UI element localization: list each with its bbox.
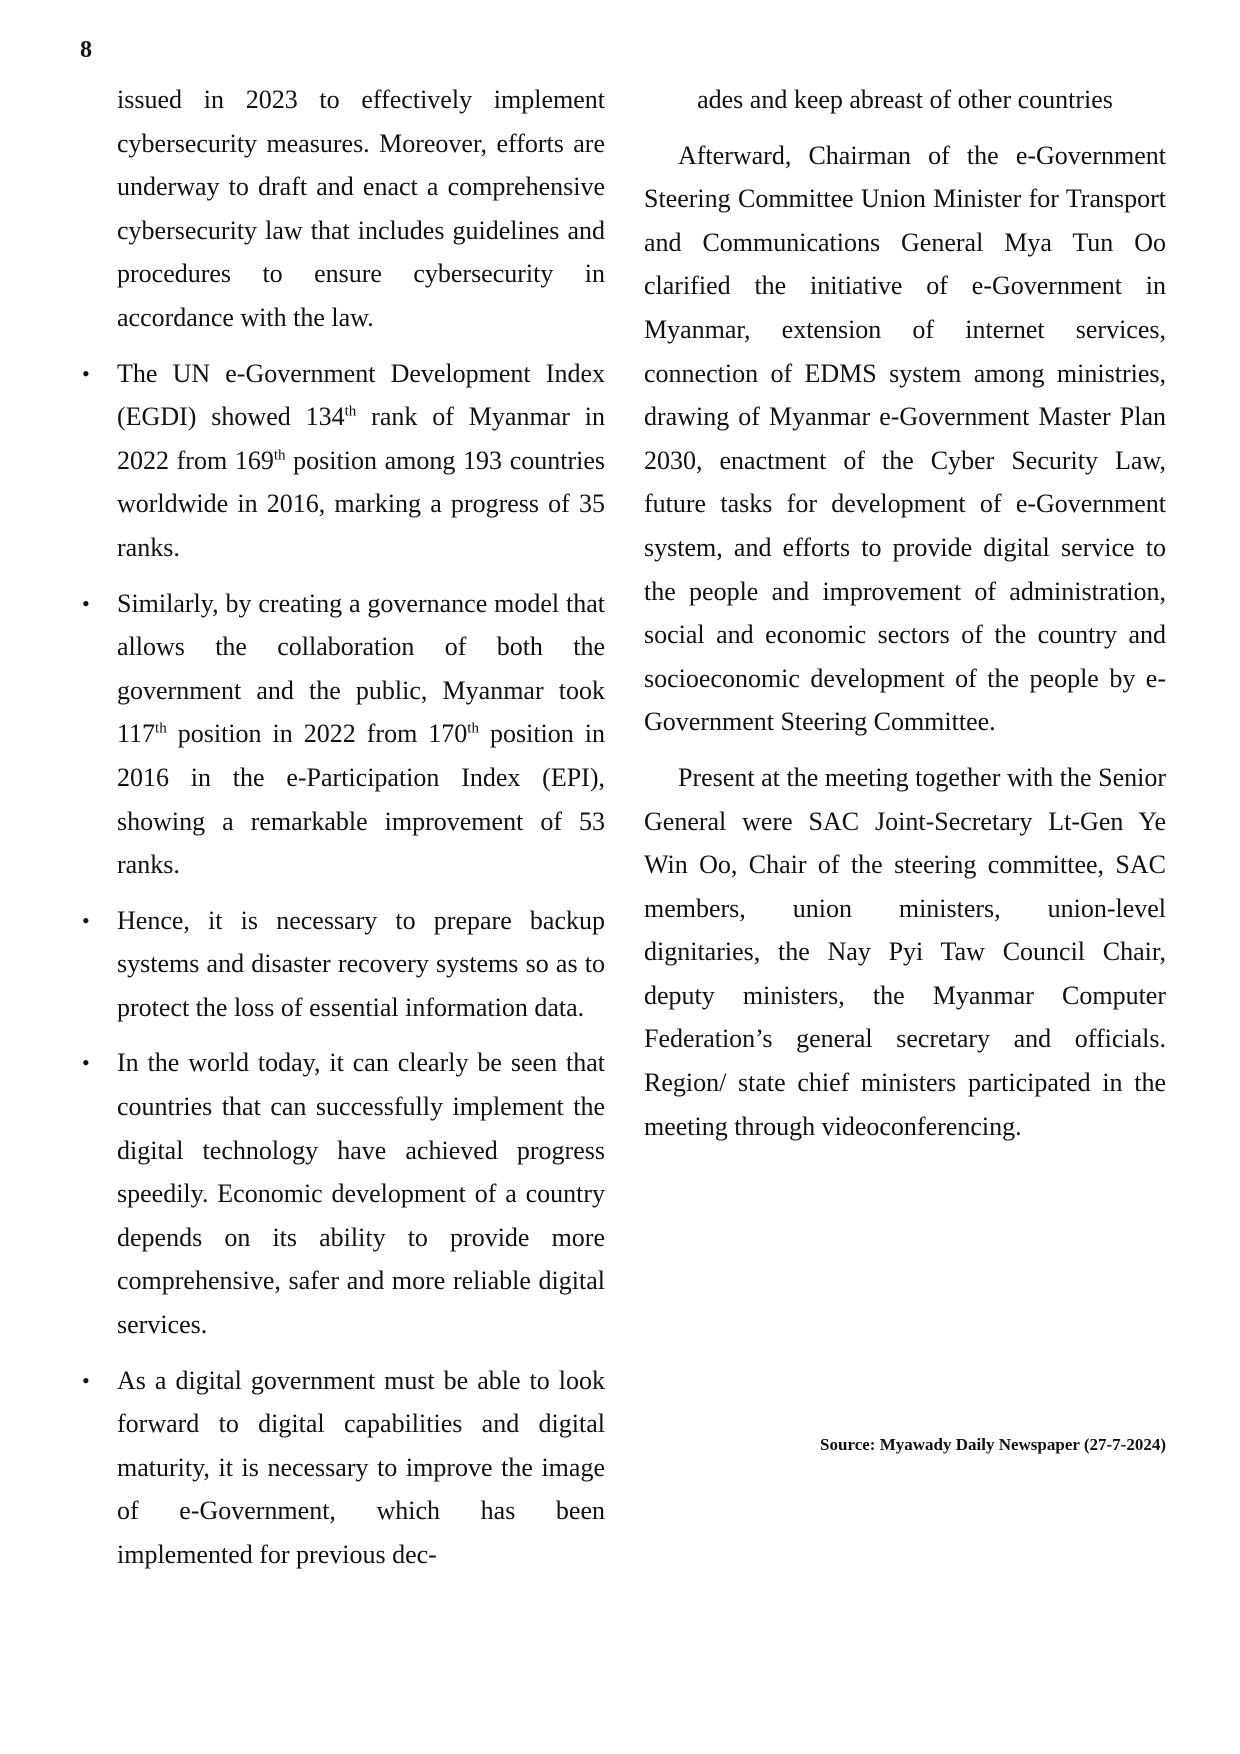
chairman-paragraph: Afterward, Chairman of the e-Government Steering Committee Union Minister for Transport and Communications General Mya Tun Oo clarified the initiative of e-Government in Myanmar, extension of internet services, connection of EDMS system among ministries, drawing of Myanmar e-Government Master Plan 2030, enactment of the Cyber Security Law, future tasks for development of e-Government system, and efforts to provide digital service to the people and improvement of administration, social and economic sectors of the country and socioeconomic development of the people by e-Government Steering Committee.	[644, 140, 1166, 737]
ordinal-suffix: th	[344, 403, 357, 420]
bullet-icon: •	[82, 360, 90, 386]
egdi-text-part-3: position among 193 countries worldwide in 2016, marking a progress of 35 ranks.	[117, 445, 606, 562]
digital-technology-text: In the world today, it can clearly be seen that countries that can successfully implement the digital technology have achieved progress speedily. Economic development of a country depends on its ability to provide more comprehensive, safer and more reliable digital services.	[117, 1048, 605, 1340]
bullet-icon: •	[82, 590, 90, 616]
right-column	[644, 78, 1166, 1160]
page-number: 8	[80, 37, 92, 63]
lead-paragraph: issued in 2023 to effectively implement cybersecurity measures. Moreover, efforts are underway to draft and enact a comprehensive cybersecurity law that includes guidelines and procedures to ensure cybersecurity in accordance with the law.	[117, 85, 605, 332]
bullet-list	[82, 352, 606, 1577]
bullet-item-digital-government	[82, 1359, 605, 1577]
bullet-item-backup	[82, 899, 605, 1030]
bullet-item-digital-technology	[82, 1041, 605, 1346]
bullet-item-egdi	[82, 352, 606, 570]
bullet-icon: •	[82, 1367, 90, 1393]
bullet-item-epi	[82, 582, 605, 887]
ordinal-suffix: th	[467, 720, 479, 737]
ordinal-suffix: th	[155, 720, 167, 737]
bullet-icon: •	[82, 907, 90, 933]
left-column	[82, 78, 606, 1589]
digital-government-text: As a digital government must be able to look forward to digital capabilities and digital maturity, it is necessary to improve the image of e-Government, which has been implemented for previous dec-	[117, 1365, 605, 1569]
attendees-paragraph: Present at the meeting together with the Senior General were SAC Joint-Secretary Lt-Gen Ye Win Oo, Chair of the steering committee, SAC members, union ministers, union-level dignitaries, the Nay Pyi Taw Council Chair, deputy ministers, the Myanmar Computer Federation’s general secretary and officials. Region/ state chief ministers participated in the meeting through videoconferencing.	[644, 762, 1166, 1141]
egdi-text-part-1: The UN e-Government Development Index (EGDI) showed 134	[117, 358, 605, 432]
source-citation: Source: Myawady Daily Newspaper (27-7-2024)	[820, 1435, 1166, 1454]
egdi-text-part-2: rank of Myanmar in 2022 from 169	[117, 402, 605, 475]
ordinal-suffix: th	[273, 447, 286, 464]
backup-text: Hence, it is necessary to prepare backup systems and disaster recovery systems so as to protect the loss of essential information data.	[117, 905, 605, 1022]
continued-line: ades and keep abreast of other countries	[697, 85, 1113, 114]
epi-text-part-3: position in 2016 in the e-Participation Index (EPI), showing a remarkable improvement of 53 ranks.	[117, 719, 605, 880]
epi-text-part-1: Similarly, by creating a governance model that allows the collaboration of both the government and the public, Myanmar took 117	[117, 588, 605, 749]
epi-text-part-2: position in 2022 from 170	[166, 719, 468, 749]
bullet-icon: •	[82, 1050, 90, 1076]
